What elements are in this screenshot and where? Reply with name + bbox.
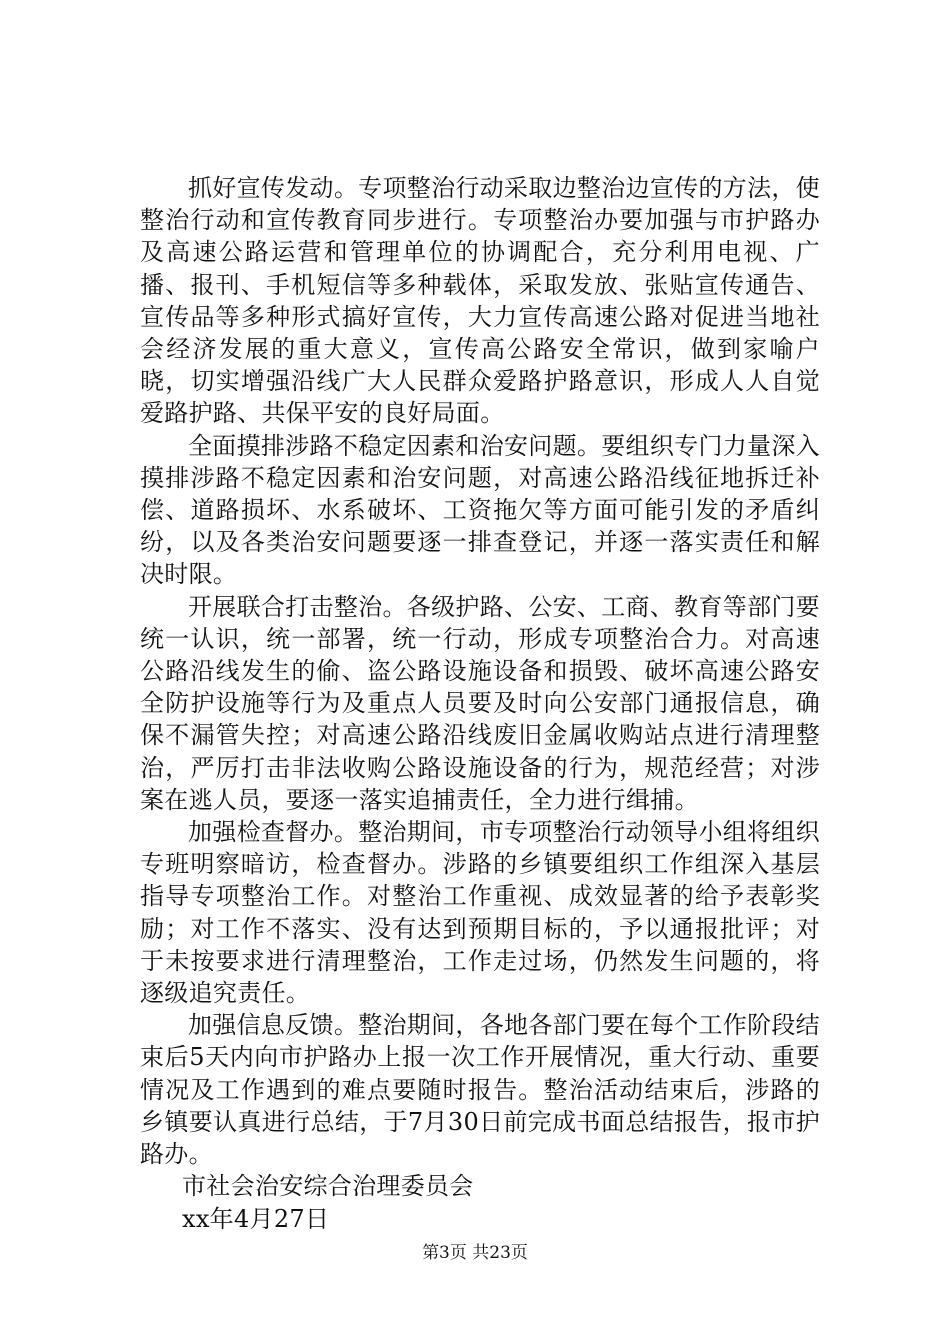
signature-date: xx年4月27日 [182,1204,330,1233]
document-body [140,172,820,1235]
paragraph-investigation: 全面摸排涉路不稳定因素和治安问题。要组织专门力量深入摸排涉路不稳定因素和治安问题，对高速公路沿线征地拆迁补偿、道路损坏、水系破坏、工资拖欠等方面可能引发的矛盾纠纷，以及各类治安问题要逐一排查登记，并逐一落实责任和解决时限。 [140,431,820,589]
paragraph-supervision: 加强检查督办。整治期间，市专项整治行动领导小组将组织专班明察暗访，检查督办。涉路的乡镇要组织工作组深入基层指导专项整治工作。对整治工作重视、成效显著的给予表彰奖励；对工作不落实、没有达到预期目标的，予以通报批评；对于未按要求进行清理整治，工作走过场，仍然发生问题的，将逐级追究责任。 [140,818,820,1008]
paragraph-feedback: 加强信息反馈。整治期间，各地各部门要在每个工作阶段结束后5天内向市护路办上报一次工作开展情况，重大行动、重要情况及工作遇到的难点要随时报告。整治活动结束后，涉路的乡镇要认真进行总结，于7月30日前完成书面总结报告，报市护路办。 [140,1011,820,1169]
page-number: 第3页 共23页 [422,1243,528,1263]
page-footer [0,1242,950,1264]
paragraph-joint-crackdown: 开展联合打击整治。各级护路、公安、工商、教育等部门要统一认识，统一部署，统一行动，形成专项整治合力。对高速公路沿线发生的偷、盗公路设施设备和损毁、破坏高速公路安全防护设施等行为及重点人员要及时向公安部门通报信息，确保不漏管失控；对高速公路沿线废旧金属收购站点进行清理整治，严厉打击非法收购公路设施设备的行为，规范经营；对涉案在逃人员，要逐一落实追捕责任，全力进行缉捕。 [140,592,820,814]
signature-organization: 市社会治安综合治理委员会 [182,1172,474,1201]
paragraph-publicity: 抓好宣传发动。专项整治行动采取边整治边宣传的方法，使整治行动和宣传教育同步进行。专项整治办要加强与市护路办及高速公路运营和管理单位的协调配合，充分利用电视、广播、报刊、手机短信等多种载体，采取发放、张贴宣传通告、宣传品等多种形式搞好宣传，大力宣传高速公路对促进当地社会经济发展的重大意义，宣传高公路安全常识，做到家喻户晓，切实增强沿线广大人民群众爱路护路意识，形成人人自觉爱路护路、共保平安的良好局面。 [140,174,820,428]
